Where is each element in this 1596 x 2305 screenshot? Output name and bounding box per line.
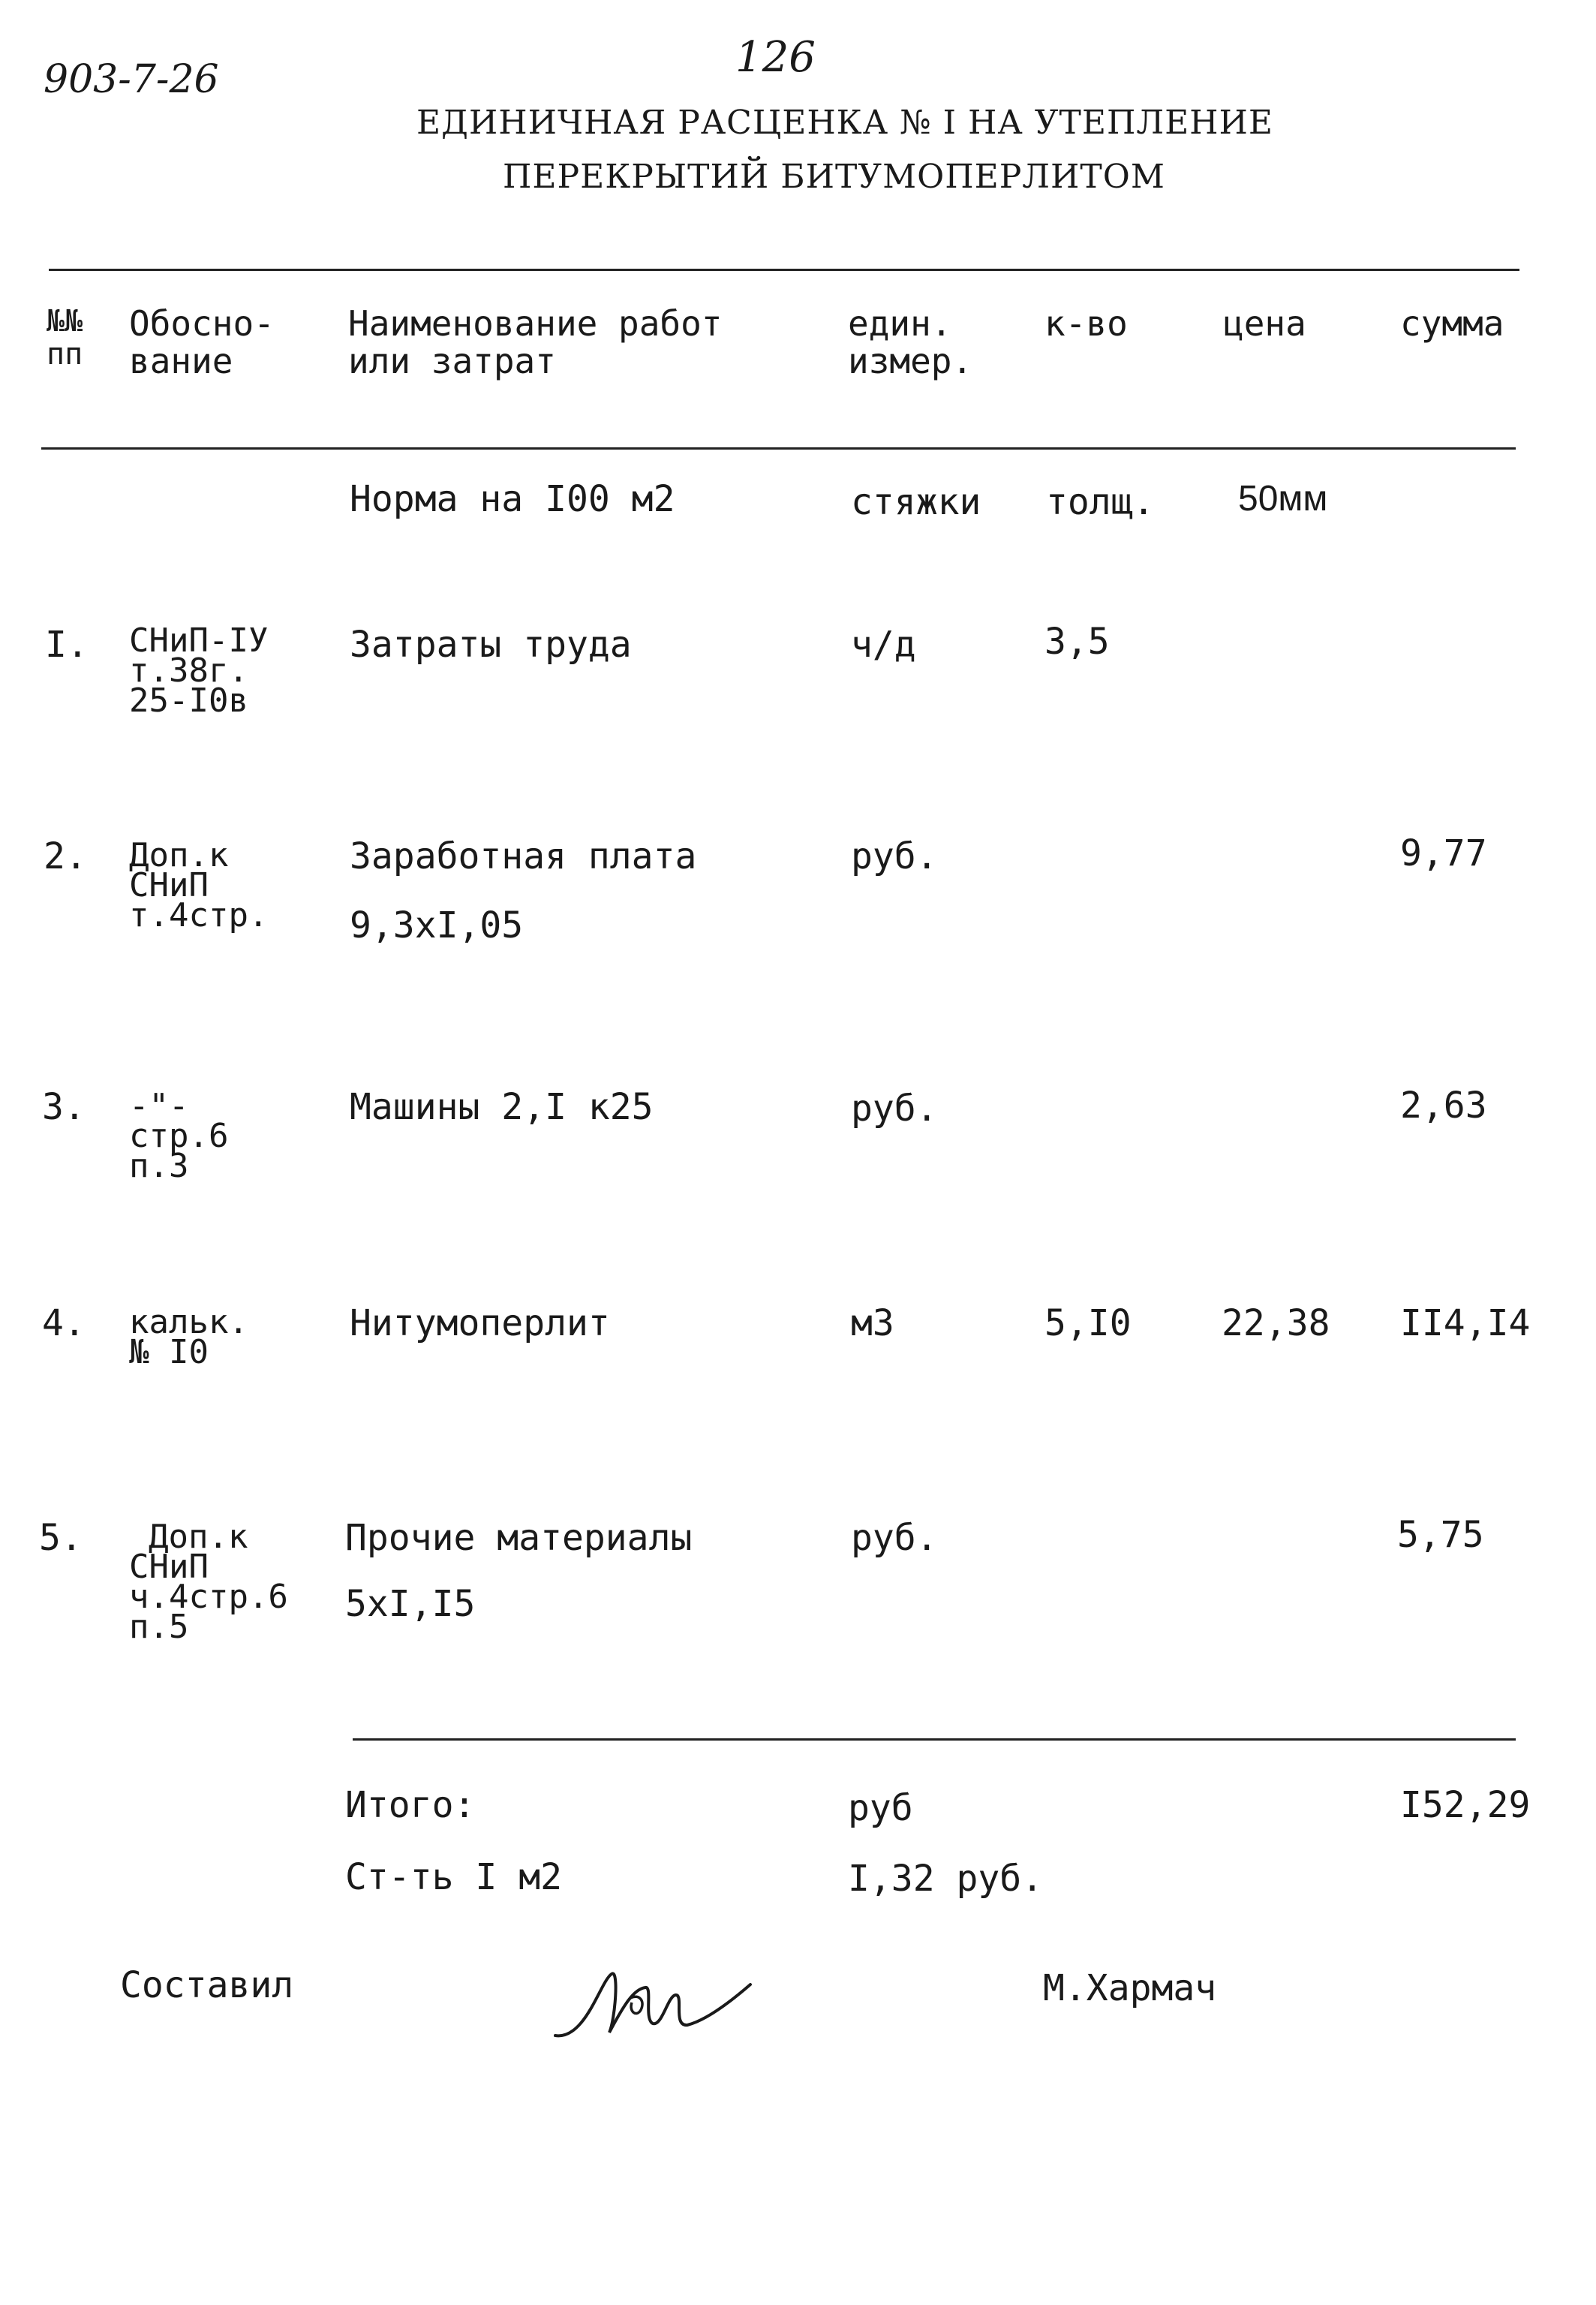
row-2-sum: 9,77 xyxy=(1400,832,1487,874)
header-name-line-1: Наименование работ xyxy=(348,303,723,344)
header-num-line-2: пп xyxy=(47,337,83,372)
row-2-name-line-1: Заработная плата xyxy=(350,835,697,877)
title-line-2: ПЕРЕКРЫТИЙ БИТУМОПЕРЛИТОМ xyxy=(503,158,1165,196)
cost-per-m2-label: Ст-ть I м2 xyxy=(345,1856,562,1898)
header-unit-line-2: измер. xyxy=(848,341,973,381)
row-4-basis-line-1: кальк. xyxy=(129,1303,248,1341)
row-3-basis-line-1: -"- xyxy=(129,1087,189,1125)
row-4-sum: II4,I4 xyxy=(1400,1302,1531,1344)
row-2-unit: руб. xyxy=(851,835,938,877)
header-name-line-2: или затрат xyxy=(348,341,556,381)
row-1-qty: 3,5 xyxy=(1044,621,1110,663)
row-1-unit: ч/д xyxy=(851,624,916,666)
row-1-name xyxy=(350,626,632,664)
row-1-name-line-1: Затраты труда xyxy=(350,624,632,666)
norm-qty: толщ. xyxy=(1046,481,1155,523)
header-name xyxy=(348,305,723,380)
row-3-name-line-1: Машины 2,I к25 xyxy=(350,1086,654,1128)
compiled-by-name: М.Хармач xyxy=(1043,1967,1217,2009)
header-sum: сумма xyxy=(1400,303,1504,344)
row-5-name-line-1: Прочие материалы xyxy=(345,1517,693,1559)
document-number: 903-7-26 xyxy=(44,57,219,102)
row-1-basis xyxy=(129,621,269,720)
row-3-basis xyxy=(129,1087,229,1185)
row-3-name xyxy=(350,1088,654,1126)
norm-unit: стяжки xyxy=(851,481,981,523)
row-3-unit: руб. xyxy=(851,1088,938,1130)
row-3-num: 3. xyxy=(42,1086,86,1128)
row-5-basis-line-4: п.5 xyxy=(129,1608,189,1646)
row-5-num: 5. xyxy=(39,1517,83,1559)
norm-name: Норма на I00 м2 xyxy=(350,478,675,520)
signature xyxy=(540,1951,765,2064)
cost-per-m2-value: I,32 руб. xyxy=(848,1858,1044,1900)
row-3-basis-line-3: п.3 xyxy=(129,1147,189,1185)
row-4-price: 22,38 xyxy=(1222,1302,1330,1344)
row-4-basis-line-2: № I0 xyxy=(129,1333,209,1371)
row-4-qty: 5,I0 xyxy=(1044,1302,1132,1344)
header-basis xyxy=(129,305,275,380)
row-5-basis-line-1: Доп.к xyxy=(149,1518,248,1556)
header-qty: к-во xyxy=(1044,303,1128,344)
header-unit-line-1: един. xyxy=(848,303,952,344)
header-basis-line-2: вание xyxy=(129,341,233,381)
norm-price: 50мм xyxy=(1238,479,1328,519)
total-rule xyxy=(353,1738,1516,1741)
row-2-basis-line-3: т.4стр. xyxy=(129,896,269,934)
row-2-basis-line-2: СНиП xyxy=(129,866,209,904)
header-top-rule xyxy=(49,269,1519,271)
title-line-1: ЕДИНИЧНАЯ РАСЦЕНКА № I НА УТЕПЛЕНИЕ xyxy=(416,104,1274,142)
row-5-name xyxy=(345,1519,692,1623)
header-basis-line-1: Обосно- xyxy=(129,303,275,344)
row-1-basis-line-3: 25-I0в xyxy=(129,682,248,720)
row-1-basis-line-2: т.38г. xyxy=(129,651,248,690)
row-5-sum: 5,75 xyxy=(1397,1514,1484,1556)
row-5-basis-line-3: ч.4стр.6 xyxy=(129,1578,288,1616)
row-5-basis-line-2: СНиП xyxy=(129,1548,209,1586)
header-unit xyxy=(848,305,972,380)
header-num-line-1: №№ xyxy=(47,304,83,339)
row-2-num: 2. xyxy=(44,835,87,877)
row-5-name-line-2: 5хI,I5 xyxy=(345,1583,476,1625)
row-1-num: I. xyxy=(45,624,89,666)
row-1-basis-line-1: СНиП-IУ xyxy=(129,621,269,660)
row-3-sum: 2,63 xyxy=(1400,1085,1487,1127)
total-sum: I52,29 xyxy=(1400,1784,1531,1826)
row-2-basis xyxy=(129,836,269,934)
row-5-basis xyxy=(129,1518,288,1646)
row-4-name xyxy=(350,1304,610,1342)
row-4-unit: м3 xyxy=(851,1302,894,1344)
row-4-name-line-1: Нитумоперлит xyxy=(350,1302,610,1344)
row-4-num: 4. xyxy=(42,1302,86,1344)
row-4-basis xyxy=(129,1303,248,1371)
header-bottom-rule xyxy=(41,447,1516,450)
total-unit: руб xyxy=(848,1787,913,1829)
header-price: цена xyxy=(1223,303,1306,344)
row-3-basis-line-2: стр.6 xyxy=(129,1117,229,1155)
header-num xyxy=(47,305,83,371)
row-5-unit: руб. xyxy=(851,1517,938,1559)
row-2-name xyxy=(350,835,697,946)
row-2-basis-line-1: Доп.к xyxy=(129,836,229,874)
page-number: 126 xyxy=(735,33,816,82)
compiled-by-label: Составил xyxy=(120,1964,294,2006)
total-label: Итого: xyxy=(345,1784,476,1826)
row-2-name-line-2: 9,3хI,05 xyxy=(350,904,524,946)
